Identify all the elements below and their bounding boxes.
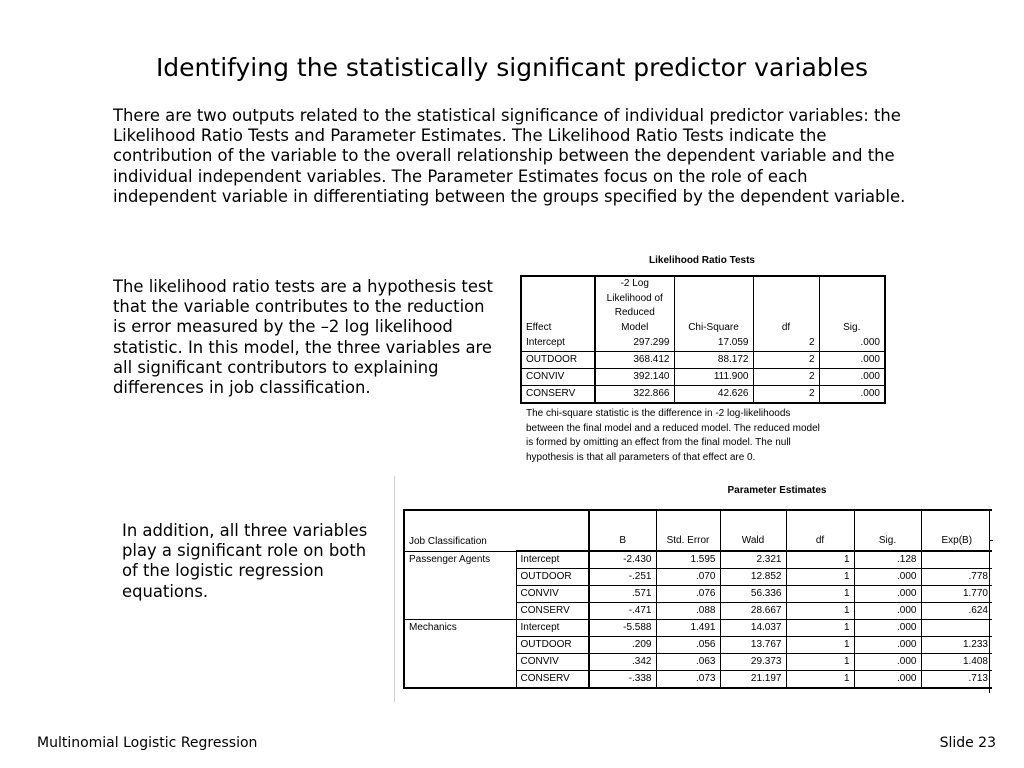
- header-variable: [516, 510, 589, 551]
- df-cell: 1: [786, 603, 854, 620]
- loglik-cell: 392.140: [595, 369, 674, 386]
- header-sig: Sig.: [854, 510, 921, 551]
- chisq-cell: 88.172: [674, 352, 753, 369]
- exp-b-cell: 1.233: [921, 637, 992, 654]
- header-std-error: Std. Error: [656, 510, 720, 551]
- header-job-classification: Job Classification: [409, 535, 487, 547]
- variable-cell: OUTDOOR: [516, 637, 589, 654]
- se-cell: .073: [656, 671, 720, 689]
- sig-cell: .000: [819, 369, 885, 386]
- df-cell: 1: [786, 569, 854, 586]
- likelihood-ratio-paragraph: The likelihood ratio tests are a hypothesis test that the variable contributes to the reduction is error measured by the –2 log likelihood statistic. In this model, the three variables are all significant contributors to explaining differences in job classification.: [113, 277, 493, 398]
- parameter-estimates-grid: [403, 509, 992, 689]
- sig-cell: .000: [854, 569, 921, 586]
- table-row: [521, 335, 885, 352]
- parameter-estimates-table: [403, 485, 991, 689]
- df-cell: 1: [786, 586, 854, 603]
- header-loglik-line2: Likelihood of: [606, 292, 663, 304]
- df-cell: 2: [753, 335, 819, 352]
- effect-cell: CONVIV: [521, 369, 595, 386]
- df-cell: 2: [753, 369, 819, 386]
- table-row: [404, 654, 992, 671]
- variable-cell: OUTDOOR: [516, 569, 589, 586]
- table-row: [404, 569, 992, 586]
- wald-cell: 29.373: [720, 654, 786, 671]
- loglik-cell: 322.866: [633, 388, 670, 399]
- variable-cell: CONVIV: [516, 586, 589, 603]
- header-loglik-line3: Reduced: [614, 307, 655, 318]
- exp-b-cell: .778: [921, 569, 992, 586]
- exp-b-cell: .713: [921, 671, 992, 689]
- header-wald: Wald: [720, 510, 786, 551]
- df-cell: 1: [786, 551, 854, 569]
- group-label-empty: [404, 654, 516, 671]
- df-cell: 1: [786, 654, 854, 671]
- header-exp-b: Exp(B): [921, 510, 992, 551]
- footnote-line: is formed by omitting an effect from the final model. The null: [526, 437, 791, 448]
- wald-cell: 28.667: [720, 603, 786, 620]
- df-cell: 1: [786, 620, 854, 637]
- header-df: df: [753, 276, 819, 335]
- variable-cell: Intercept: [516, 551, 589, 569]
- b-cell: -.251: [589, 569, 656, 586]
- footer-course-title: Multinomial Logistic Regression: [37, 735, 258, 751]
- sig-cell: .000: [819, 386, 885, 404]
- table-row: [521, 386, 885, 404]
- variable-cell: CONVIV: [516, 654, 589, 671]
- likelihood-ratio-tests-table: [520, 255, 884, 465]
- df-cell: 2: [753, 352, 819, 369]
- header-b: B: [589, 510, 656, 551]
- b-cell: -2.430: [589, 551, 656, 569]
- variable-cell: CONSERV: [516, 603, 589, 620]
- se-cell: 1.595: [656, 551, 720, 569]
- table-row: [404, 620, 992, 637]
- table-row: [404, 551, 992, 569]
- table-row: [404, 603, 992, 620]
- table-row: [521, 369, 885, 386]
- variable-cell: CONSERV: [516, 671, 589, 689]
- header-effect: Effect: [521, 276, 595, 335]
- se-cell: .076: [656, 586, 720, 603]
- sig-cell: .128: [854, 551, 921, 569]
- sig-cell: .000: [819, 352, 885, 369]
- se-cell: 1.491: [656, 620, 720, 637]
- sig-cell: .000: [854, 603, 921, 620]
- effect-cell: OUTDOOR: [521, 352, 595, 369]
- header-sig: Sig.: [819, 276, 885, 335]
- sig-cell: .000: [854, 671, 921, 689]
- b-cell: .342: [589, 654, 656, 671]
- footer-slide-number: Slide 23: [939, 735, 996, 751]
- loglik-cell: 297.299: [595, 335, 674, 352]
- intro-paragraph: There are two outputs related to the statistical significance of individual predictor variables: the Likelihood Ratio Tests and Parameter Estimates. The Likelihood Ratio Tests indicate the contribution of the variable to the overall relationship between the dependent variable and the individual independent variables. The Parameter Estimates focus on the role of each independent variable in differentiating between the groups specified by the dependent variable.: [113, 106, 906, 206]
- b-cell: -.471: [628, 605, 652, 616]
- header-loglik-line1: -2 Log: [620, 278, 649, 289]
- group-label-empty: [404, 603, 516, 620]
- wald-cell: 14.037: [720, 620, 786, 637]
- wald-cell: 13.767: [720, 637, 786, 654]
- b-cell: .209: [589, 637, 656, 654]
- se-cell: .088: [656, 603, 720, 620]
- header-loglik: [595, 276, 674, 335]
- sig-cell: .000: [854, 637, 921, 654]
- exp-b-cell: 1.770: [921, 586, 992, 603]
- b-cell: -.338: [628, 673, 652, 684]
- df-cell: 1: [786, 637, 854, 654]
- table-row: [404, 671, 992, 689]
- exp-b-cell: .624: [921, 603, 992, 620]
- effect-cell: CONSERV: [521, 386, 595, 404]
- exp-b-cell: [921, 551, 992, 569]
- header-df: df: [786, 510, 854, 551]
- group-label-empty: [404, 671, 516, 689]
- table-row: [521, 352, 885, 369]
- df-cell: 2: [753, 386, 819, 404]
- variable-cell: Intercept: [516, 620, 589, 637]
- likelihood-ratio-footnote: [520, 407, 884, 465]
- sig-cell: .000: [854, 620, 921, 637]
- sig-cell: .000: [819, 335, 885, 352]
- table-row: [404, 637, 992, 654]
- table-header-row: [521, 276, 885, 335]
- likelihood-ratio-grid: [520, 275, 886, 404]
- se-cell: .063: [656, 654, 720, 671]
- exp-b-cell: 1.408: [921, 654, 992, 671]
- df-cell: 1: [786, 671, 854, 689]
- group-label-empty: [404, 586, 516, 603]
- wald-cell: 12.852: [720, 569, 786, 586]
- group-label: Passenger Agents: [404, 551, 516, 569]
- parameter-estimates-edge-tick: [989, 540, 993, 541]
- effect-cell: Intercept: [521, 335, 595, 352]
- group-label: Mechanics: [404, 620, 516, 637]
- footnote-line: The chi-square statistic is the difference in -2 log-likelihoods: [526, 408, 791, 419]
- loglik-cell: 368.412: [595, 352, 674, 369]
- sig-cell: .000: [854, 654, 921, 671]
- group-label-empty: [404, 569, 516, 586]
- b-cell: -5.588: [589, 620, 656, 637]
- slide-title: Identifying the statistically significant predictor variables: [155, 53, 869, 82]
- table-header-row: [404, 510, 992, 551]
- header-loglik-line4: Model: [621, 321, 649, 333]
- parameter-estimates-caption: Parameter Estimates: [727, 485, 827, 496]
- wald-cell: 21.197: [720, 671, 786, 689]
- group-label-empty: [404, 637, 516, 654]
- footnote-line: hypothesis is that all parameters of that effect are 0.: [526, 451, 756, 463]
- se-cell: .056: [656, 637, 720, 654]
- exp-b-cell: [921, 620, 992, 637]
- table-row: [404, 586, 992, 603]
- chisq-cell: 111.900: [674, 369, 753, 386]
- addition-paragraph: In addition, all three variables play a significant role on both of the logistic regression equations.: [122, 521, 368, 601]
- wald-cell: 56.336: [720, 586, 786, 603]
- wald-cell: 2.321: [720, 551, 786, 569]
- parameter-estimates-right-edge: [989, 510, 990, 693]
- likelihood-ratio-tests-caption: Likelihood Ratio Tests: [649, 255, 755, 266]
- chisq-cell: 42.626: [674, 386, 753, 404]
- footnote-line: between the final model and a reduced model. The reduced model: [526, 422, 820, 434]
- se-cell: .070: [656, 569, 720, 586]
- b-cell: .571: [589, 586, 656, 603]
- sig-cell: .000: [854, 586, 921, 603]
- chisq-cell: 17.059: [674, 335, 753, 352]
- header-chi-square: Chi-Square: [674, 276, 753, 335]
